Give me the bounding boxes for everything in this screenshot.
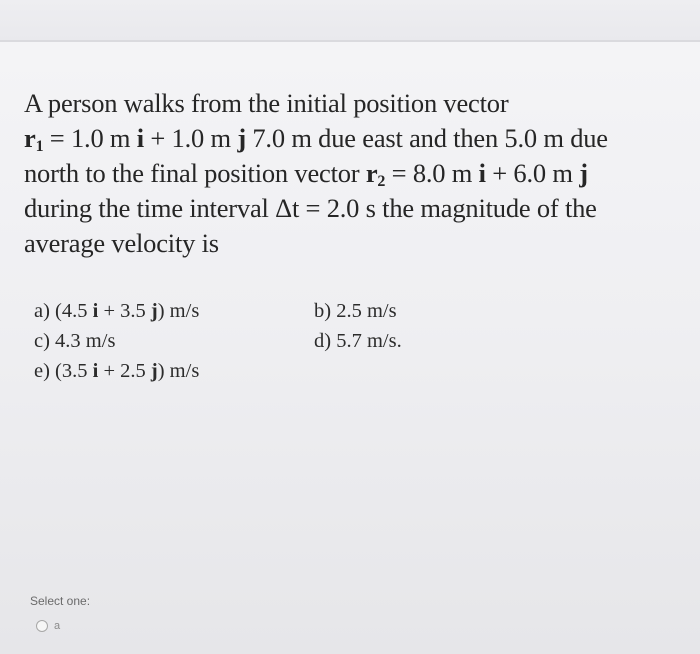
radio-button-icon[interactable] [36, 620, 48, 632]
question-text-segment: A person walks from the initial position vector [24, 88, 509, 118]
select-one-label: Select one: [30, 594, 91, 608]
question-line-3 [24, 156, 684, 191]
unit-vector-j: j [579, 158, 588, 188]
unit-vector-i: i [92, 300, 99, 322]
question-line-4 [24, 191, 684, 226]
option-a-text: a) (4.5 [34, 300, 93, 322]
unit-vector-j: j [237, 123, 246, 153]
vector-r: r [365, 158, 378, 188]
question-text-segment: average velocity is [24, 228, 219, 258]
question-text-segment: during the time interval Δt = 2.0 s the magnitude of the [24, 193, 597, 223]
unit-vector-i: i [478, 158, 486, 188]
option-a [34, 296, 199, 326]
choice-a-label[interactable]: a [54, 620, 61, 632]
question-text-segment: = 8.0 m [385, 158, 479, 188]
question-text-segment: = 1.0 m [43, 123, 137, 153]
option-e-text: e) (3.5 [34, 360, 93, 382]
options-row-1 [34, 296, 674, 326]
unit-vector-j: j [150, 360, 158, 382]
option-d: d) 5.7 m/s. [314, 330, 402, 352]
option-a-text: + 3.5 [98, 300, 151, 322]
option-e-text: ) m/s [157, 360, 200, 382]
subscript: 2 [377, 173, 386, 190]
question-line-1 [24, 86, 684, 121]
top-strip [0, 0, 700, 40]
question-line-2 [24, 121, 684, 156]
option-e-text: + 2.5 [98, 360, 151, 382]
option-a-text: ) m/s [157, 300, 200, 322]
vector-r: r [24, 123, 36, 153]
question-text-segment: + 6.0 m [485, 158, 580, 188]
options-row-3 [34, 356, 674, 386]
question-text-segment: + 1.0 m [143, 123, 238, 153]
unit-vector-i: i [92, 360, 99, 382]
question-text-segment: north to the final position vector [24, 158, 366, 188]
option-e [34, 356, 199, 386]
choice-a[interactable] [36, 618, 60, 634]
question-text [24, 86, 684, 261]
option-c: c) 4.3 m/s [34, 330, 116, 352]
unit-vector-i: i [136, 123, 144, 153]
subscript: 1 [35, 138, 44, 155]
question-line-5 [24, 226, 684, 261]
question-text-segment: 7.0 m due east and then 5.0 m due [245, 123, 608, 153]
unit-vector-j: j [150, 300, 158, 322]
options-row-2 [34, 326, 674, 356]
option-b: b) 2.5 m/s [314, 300, 397, 322]
answer-options [34, 296, 674, 386]
